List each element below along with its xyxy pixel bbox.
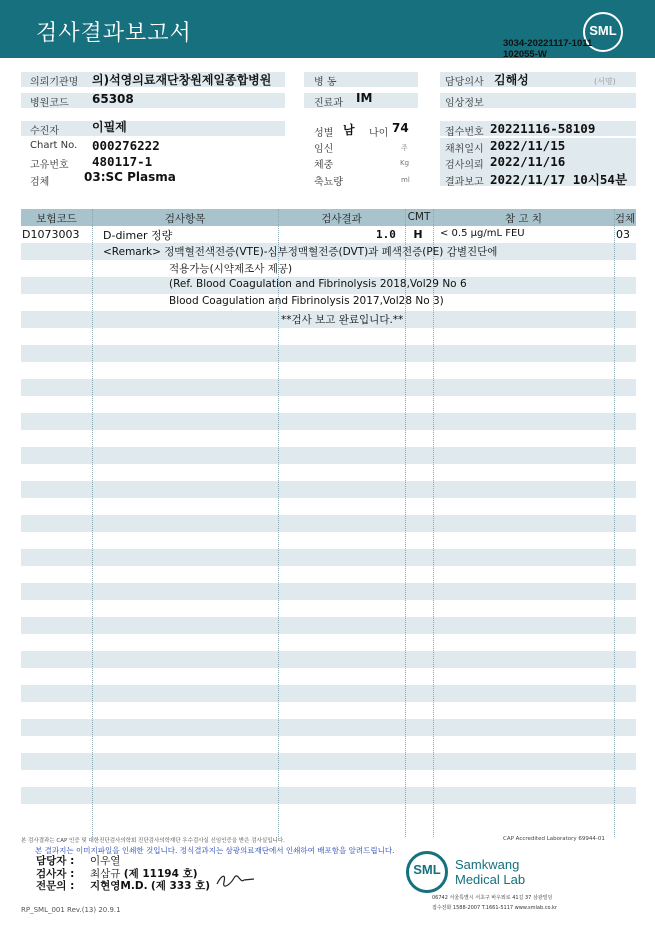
cap-note: CAP Accredited Laboratory 69944-01 [503, 836, 605, 842]
report-date-label: 결과보고 [445, 177, 484, 188]
row-reference: < 0.5 μg/mL FEU [440, 228, 525, 239]
remark-line: Blood Coagulation and Fibrinolysis 2017,Vol28 No 3) [169, 295, 444, 307]
request-date-label: 검사의뢰 [445, 160, 484, 171]
hospital-code-value: 65308 [92, 92, 134, 106]
lab-address: 06742 서울특별시 서초구 바우뫼로 41길 37 삼광빌딩 [432, 895, 553, 901]
samkwang-logo-text: SML [413, 862, 441, 877]
report-title: 검사결과보고서 [36, 21, 192, 46]
specialist-label: 전문의 : [36, 880, 75, 892]
weight-unit: Kg [400, 159, 410, 167]
chart-no-label: Chart No. [30, 140, 78, 151]
header-insurance-code: 보험코드 [36, 213, 77, 225]
form-code: RP_SML_001 Rev.(13) 20.9.1 [21, 906, 121, 914]
sex-label: 성별 [314, 128, 334, 139]
row-band [21, 685, 636, 702]
header-specimen: 검체 [614, 213, 636, 225]
owner-value: 이우열 [90, 855, 121, 867]
report-id-line1: 3034-20221117-1011 [503, 38, 593, 49]
row-band [21, 515, 636, 532]
row-band [21, 719, 636, 736]
patient-value: 이필제 [92, 120, 127, 134]
specialist-name: 지현영M.D. [90, 880, 148, 892]
report-id [503, 38, 592, 60]
remark-line: (Ref. Blood Coagulation and Fibrinolysis 2018,Vol29 No 6 [169, 278, 467, 290]
collection-date-label: 채취일시 [445, 144, 484, 155]
specialist-license: (제 333 호) [150, 880, 211, 892]
header-cmt: CMT [407, 211, 431, 223]
dept-value: IM [356, 91, 373, 105]
row-result: 1.0 [376, 228, 396, 241]
row-band [21, 549, 636, 566]
report-id-line2: 102055-W [503, 49, 547, 60]
collection-date-value: 2022/11/15 [490, 138, 566, 153]
doctor-sign-hint: (서명) [594, 77, 616, 86]
requesting-org-label: 의뢰기관명 [30, 77, 79, 88]
column-divider [614, 209, 615, 837]
urine-label: 축뇨량 [314, 177, 343, 188]
label-bar [21, 121, 285, 136]
urine-unit: ml [401, 176, 410, 184]
remark-line: 적용가능(시약제조사 제공) [169, 263, 293, 275]
weight-label: 체중 [314, 160, 334, 171]
patient-label: 수진자 [30, 126, 59, 137]
row-band [21, 481, 636, 498]
ward-label: 병 동 [314, 77, 337, 88]
pregnancy-unit: 주 [401, 144, 408, 152]
header-result: 검사결과 [321, 213, 362, 225]
row-band [21, 753, 636, 770]
sex-value: 남 [343, 123, 355, 137]
accreditation-note: 본 검사결과는 CAP 인증 및 대한진단검사의학회 진단검사의학재단 우수검사실 신임인증을 받은 검사실입니다. [21, 838, 285, 844]
specialist-value [90, 878, 210, 893]
request-date-value: 2022/11/16 [490, 154, 566, 169]
row-band [21, 787, 636, 804]
samkwang-logo-icon [406, 851, 448, 893]
row-insurance-code: D1073003 [22, 228, 80, 241]
row-band [21, 651, 636, 668]
specimen-value: 03:SC Plasma [84, 170, 176, 184]
chart-no-value: 000276222 [92, 138, 160, 153]
unique-no-value: 480117-1 [92, 154, 153, 169]
examiner-license: (제 11194 호) [123, 868, 198, 880]
header-reference: 참 고 치 [504, 213, 543, 225]
results-table [21, 209, 636, 837]
report-date-value: 2022/11/17 10시54분 [490, 172, 628, 187]
age-label: 나이 [369, 128, 389, 139]
lab-contact: 접수전화 1588-2007 T.1661-5117 www.smlab.co.kr [432, 905, 557, 911]
clinical-info-label: 임상정보 [445, 98, 484, 109]
signature-icon [214, 870, 258, 888]
image-notice: 본 결과지는 이미지파일을 인쇄한 것입니다. 정식결과지는 삼광의료재단에서 인쇄하여 배포함을 알려드립니다. [35, 846, 395, 855]
row-specimen: 03 [616, 228, 630, 241]
sml-logo-text: SML [589, 23, 617, 38]
lab-name-line1: Samkwang [455, 857, 520, 872]
column-divider [92, 209, 93, 837]
row-band [21, 583, 636, 600]
receipt-no-value: 20221116-58109 [490, 121, 596, 136]
examiner-label: 검사자 : [36, 868, 75, 880]
doctor-label: 담당의사 [445, 77, 484, 88]
pregnancy-label: 임신 [314, 144, 334, 155]
completion-message: **검사 보고 완료입니다.** [281, 314, 404, 326]
requesting-org-value: 의)석영의료재단창원제일종합병원 [92, 73, 272, 87]
examiner-name: 최삼규 [90, 868, 121, 880]
doctor-value: 김해성 [494, 73, 529, 87]
lab-name-line2: Medical Lab [455, 872, 526, 887]
unique-no-label: 고유번호 [30, 160, 69, 171]
receipt-no-label: 접수번호 [445, 127, 484, 138]
lab-name [455, 857, 525, 887]
remark-line: <Remark> 정맥혈전색전증(VTE)-심부정맥혈전증(DVT)과 폐색전증(PE) 감별진단에 [103, 246, 498, 258]
row-flag: H [413, 228, 423, 241]
row-band [21, 413, 636, 430]
dept-label: 진료과 [314, 98, 343, 109]
owner-label: 담당자 : [36, 855, 75, 867]
specimen-label: 검체 [30, 177, 50, 188]
row-test-item: D-dimer 정량 [103, 229, 173, 242]
age-value: 74 [392, 121, 409, 135]
hospital-code-label: 병원코드 [30, 98, 69, 109]
row-band [21, 447, 636, 464]
row-band [21, 617, 636, 634]
row-band [21, 379, 636, 396]
row-band [21, 345, 636, 362]
header-test-item: 검사항목 [164, 213, 206, 225]
